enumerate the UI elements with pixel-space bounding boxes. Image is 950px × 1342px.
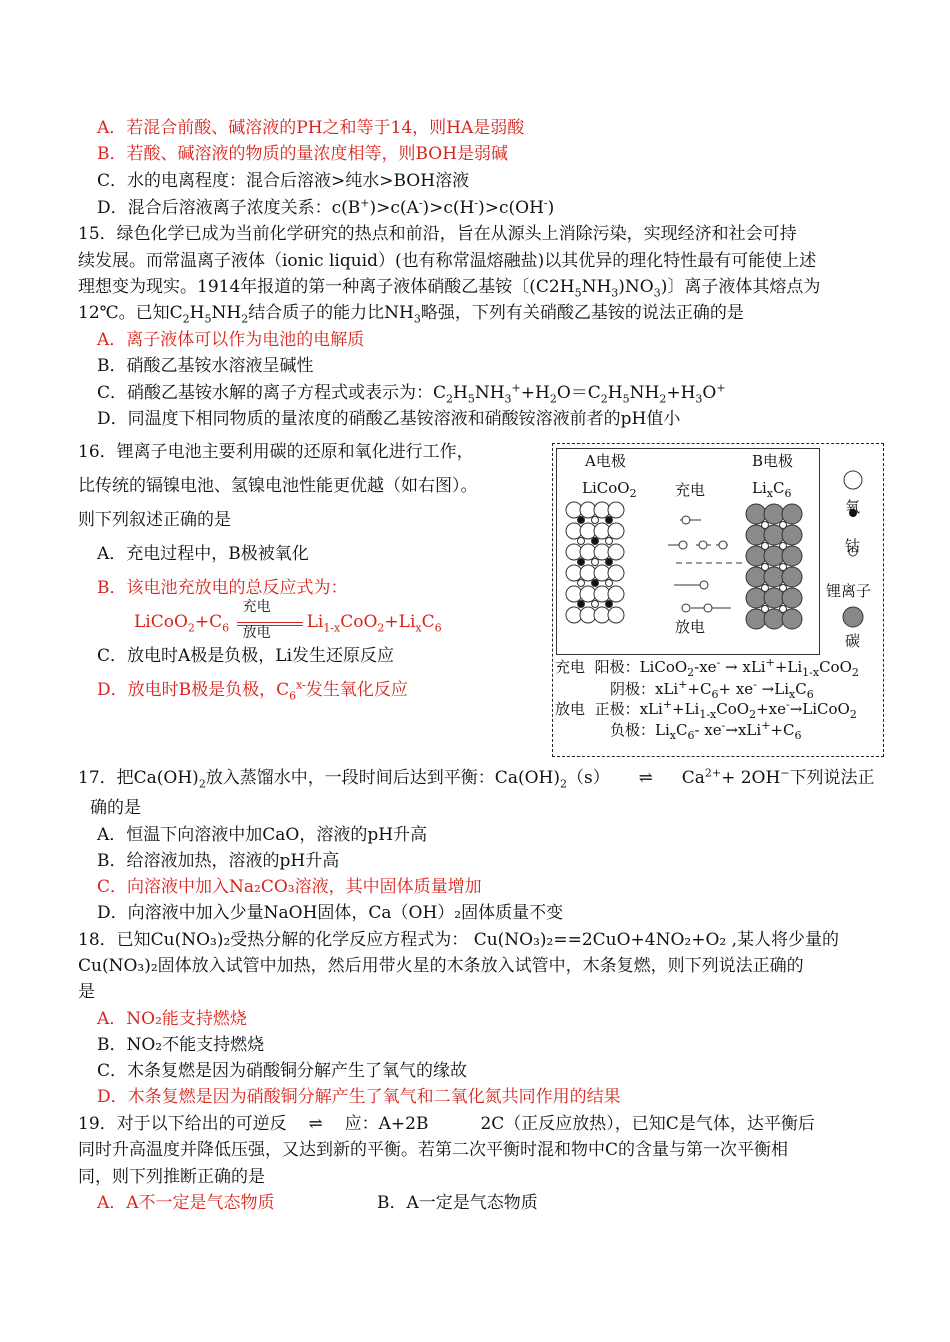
licoo2-label: LiCoO$_2$ [582, 479, 637, 500]
cobalt-atom [578, 601, 585, 608]
carbon-atom [782, 504, 802, 524]
lixc6-label: $Li_xC_6$ [752, 479, 792, 500]
q17-option-a: A．恒温下向溶液中加CaO，溶液的pH升高 [97, 825, 428, 845]
lithium-ion [578, 538, 585, 545]
cobalt-atom [578, 517, 585, 524]
reaction-row-1: 充电 阳极：LiCoO$_2$-xe- → $xLi^++Li_{1-x}CoO_2$ [555, 656, 859, 679]
q16-option-b: B．该电池充放电的总反应式为： [97, 578, 348, 598]
lithium-ion [780, 606, 787, 613]
q16-equation: $LiCoO_2+C_6$ 充电 放电 $Li_{1-x}CoO_2+Li_xC_6$ [134, 598, 442, 641]
q19-stem-line2: 同时升高温度并降低压强，又达到新的平衡。若第二次平衡时混和物中C的含量与第一次平衡相 [78, 1140, 789, 1160]
discharge-direction-label: 放电 [675, 618, 706, 636]
lithium-ion [780, 543, 787, 550]
electrode-a-label: A电极 [585, 452, 626, 470]
q17-stem-line2: 确的是 [90, 798, 141, 818]
lithium-ion [780, 564, 787, 571]
q15-option-a: A．离子液体可以作为电池的电解质 [97, 330, 365, 350]
q15-option-b: B．硝酸乙基铵水溶液呈碱性 [97, 356, 314, 376]
lithium-ion [592, 517, 599, 524]
legend-carbon-icon [843, 607, 863, 627]
q19-stem-line3: 同，则下列推断正确的是 [78, 1167, 265, 1187]
lithium-ion [592, 601, 599, 608]
q18-option-b: B．NO₂不能支持燃烧 [97, 1035, 265, 1055]
legend-lithium-ion: 锂离子 [826, 582, 872, 600]
cobalt-atom [578, 559, 585, 566]
q18-option-c: C．木条复燃是因为硝酸铜分解产生了氧气的缘故 [97, 1061, 468, 1081]
discharge-label: 放电 [242, 624, 271, 641]
oxygen-atom [608, 586, 624, 602]
q16-stem-line1: 16．锂离子电池主要利用碳的还原和氧化进行工作， [78, 442, 474, 462]
legend-oxygen-icon [844, 471, 862, 489]
q15-stem-line3: 理想变为现实。1914年报道的第一种离子液体硝酸乙基铵〔$(C2H_5NH_3)NO_3$)〕离子液体其熔点为 [78, 277, 821, 300]
q19-option-b: B．A一定是气态物质 [377, 1193, 538, 1213]
q19-option-a: A．A不一定是气态物质 [97, 1193, 275, 1213]
q18-option-a: A．NO₂能支持燃烧 [97, 1009, 247, 1029]
oxygen-atom [608, 607, 624, 623]
q17-stem-line1: 17．把$Ca(OH)_2$放入蒸馏水中，一段时间后达到平衡：$Ca(OH)_2(s)$ ⇌ $Ca^{2+}+ 2OH^-$下列说法正 [78, 766, 875, 791]
charge-label: 充电 [242, 598, 271, 615]
cobalt-atom [606, 601, 613, 608]
q15-stem-line1: 15．绿色化学已成为当前化学研究的热点和前沿，旨在从源头上消除污染，实现经济和社会可持 [78, 224, 797, 244]
carbon-atom [764, 504, 784, 524]
q14-option-b: B．若酸、碱溶液的物质的量浓度相等，则BOH是弱碱 [97, 144, 509, 164]
q18-option-d: D．木条复燃是因为硝酸铜分解产生了氧气和二氧化氮共同作用的结果 [97, 1087, 621, 1107]
electrode-b-lattice [746, 504, 802, 629]
carbon-atom [746, 504, 766, 524]
lithium-ion [762, 522, 769, 529]
q17-option-d: D．向溶液中加入少量NaOH固体，Ca（OH）₂固体质量不变 [97, 903, 564, 923]
q18-stem-line1: 18．已知Cu(NO₃)₂受热分解的化学反应方程式为： Cu(NO₃)₂==2CuO+4NO₂+O₂ ,某人将少量的 [78, 930, 840, 950]
q16-stem-line2: 比传统的镉镍电池、氢镍电池性能更优越（如右图）。 [78, 476, 478, 496]
q14-option-a: A．若混合前酸、碱溶液的PH之和等于14，则HA是弱酸 [97, 118, 525, 138]
q14-option-d: D．混合后溶液离子浓度关系：c(B+)>c(A-)>c(H-)>c(OH-) [97, 196, 555, 218]
charge-arrows [668, 520, 731, 608]
lithium-ion [762, 543, 769, 550]
oxygen-atom [608, 565, 624, 581]
q15-stem-line4: 12℃。已知$C_2H_5NH_2$结合质子的能力比$NH_3$略强，下列有关硝酸乙基铵的说法正确的是 [78, 303, 744, 326]
cobalt-atom [606, 559, 613, 566]
q15-option-d: D．同温度下相同物质的量浓度的硝酸乙基铵溶液和硝酸铵溶液前者的pH值小 [97, 409, 681, 429]
lithium-ions [679, 516, 727, 612]
q17-option-b: B．给溶液加热，溶液的pH升高 [97, 851, 340, 871]
cobalt-atom [592, 580, 599, 587]
reaction-row-2: 阴极：$xLi^++C_6+ xe^- \to Li_xC_6$ [610, 678, 814, 701]
electrode-b-label: B电极 [752, 452, 794, 470]
q15-option-c: C．硝酸乙基铵水解的离子方程式或表示为：$C_2H_5NH_3^++H_2O=C_2H_5NH_2+H_3O^+$ [97, 381, 726, 406]
lithium-ion [762, 585, 769, 592]
q15-stem-line2: 续发展。而常温离子液体（ionic liquid）(也有称常温熔融盐)以其优异的理化特性最有可能使上述 [78, 251, 817, 271]
legend-cobalt: 钴 [845, 537, 861, 555]
cobalt-atom [592, 538, 599, 545]
lithium-ion [762, 564, 769, 571]
electrode-a-lattice [566, 502, 624, 623]
cobalt-atom [606, 517, 613, 524]
q17-option-c: C．向溶液中加入Na₂CO₃溶液，其中固体质量增加 [97, 877, 482, 897]
q16-option-a: A．充电过程中，B极被氧化 [97, 544, 309, 564]
oxygen-atom [608, 502, 624, 518]
q18-stem-line3: 是 [78, 982, 95, 1002]
lithium-ion [780, 585, 787, 592]
battery-illustration [556, 448, 886, 658]
lithium-ion [592, 559, 599, 566]
legend-carbon: 碳 [845, 632, 861, 650]
legend-oxygen: 氧 [845, 498, 861, 516]
charge-direction-label: 充电 [675, 481, 706, 499]
lithium-ion [762, 606, 769, 613]
reaction-row-3: 放电 正极：$xLi^++Li_{1-x}CoO_2+xe^-\to LiCoO_2$ [555, 698, 857, 721]
q19-stem-line1: 19．对于以下给出的可逆反 ⇌ 应：A+2B 2C（正反应放热），已知C是气体，达平衡后 [78, 1114, 815, 1134]
oxygen-atom [608, 523, 624, 539]
lithium-ion [606, 580, 613, 587]
q16-option-d: D．放电时B极是负极，$C_6^{x-}$发生氧化反应 [97, 678, 408, 703]
lithium-ion [606, 538, 613, 545]
lithium-ion [578, 580, 585, 587]
lithium-ion [780, 522, 787, 529]
q16-option-c: C．放电时A极是负极，Li发生还原反应 [97, 646, 395, 666]
oxygen-atom [608, 544, 624, 560]
q14-option-c: C．水的电离程度：混合后溶液>纯水>BOH溶液 [97, 171, 470, 191]
reaction-row-4: 负极：$Li_xC_6-$ $xe^-\to xLi^++C_6$ [610, 719, 802, 742]
q16-stem-line3: 则下列叙述正确的是 [78, 510, 231, 530]
q18-stem-line2: Cu(NO₃)₂固体放入试管中加热，然后用带火星的木条放入试管中，木条复燃，则下列说法正确的 [78, 956, 804, 976]
